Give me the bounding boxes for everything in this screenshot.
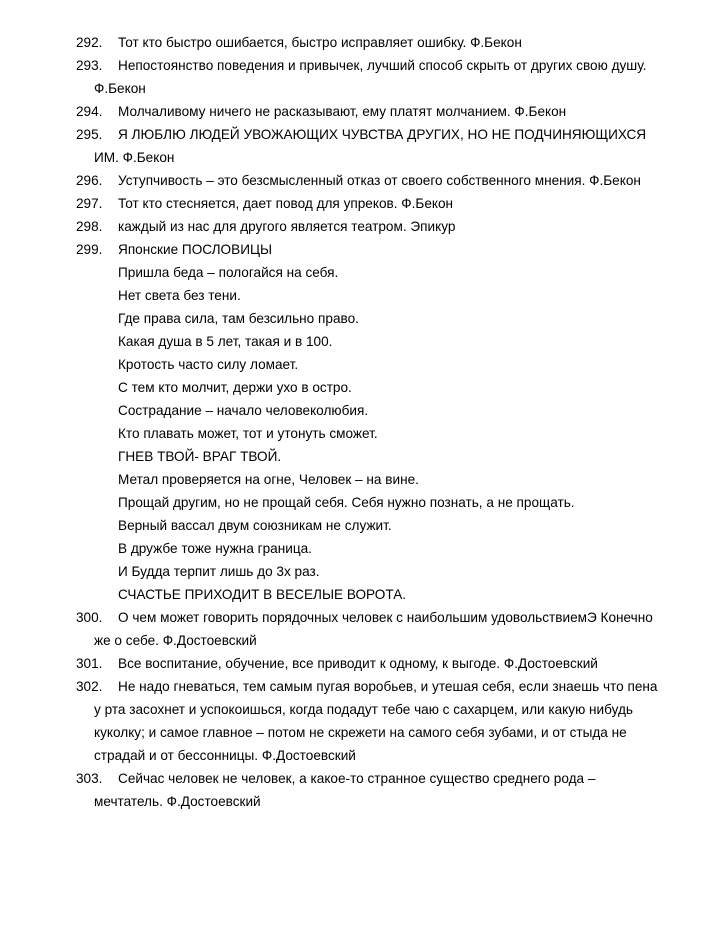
entry-text: Непостоянство поведения и привычек, лучший способ скрыть от других свою душу. [118, 58, 647, 73]
proverb-text: Метал проверяется на огне, Человек – на вине. [118, 472, 419, 487]
entry-text: Все воспитание, обучение, все приводит к одному, к выгоде. Ф.Достоевский [118, 656, 598, 671]
entry-number: 294. [76, 104, 103, 119]
proverb-text: Кротость часто силу ломает. [118, 357, 299, 372]
proverb-text: Где права сила, там безсильно право. [118, 311, 359, 326]
entry-number: 298. [76, 219, 103, 234]
proverb-text: Пришла беда – пологайся на себя. [118, 265, 339, 280]
entry-text: Я ЛЮБЛЮ ЛЮДЕЙ УВОЖАЮЩИХ ЧУВСТВА ДРУГИХ, НО НЕ ПОДЧИНЯЮЩИХСЯ [118, 127, 647, 142]
proverb-text: И Будда терпит лишь до 3х раз. [118, 564, 320, 579]
entry-number: 297. [76, 196, 103, 211]
proverb-text: СЧАСТЬЕ ПРИХОДИТ В ВЕСЕЛЫЕ ВОРОТА. [118, 587, 407, 602]
entry-text: куколку; и самое главное – потом не скрежети на самого себя зубами, и от стыда не [94, 725, 627, 740]
entry-number: 300. [76, 610, 103, 625]
entry-number: 293. [76, 58, 103, 73]
entry-number: 296. [76, 173, 103, 188]
entry-number: 303. [76, 771, 103, 786]
entry-text: Тот кто быстро ошибается, быстро исправляет ошибку. Ф.Бекон [118, 35, 522, 50]
entry-text: ИМ. Ф.Бекон [94, 150, 175, 165]
entry-text: у рта засохнет и успокоишься, когда подадут тебе чаю с сахарцем, или какую нибудь [94, 702, 633, 717]
entry-text: Тот кто стесняется, дает повод для упреков. Ф.Бекон [118, 196, 454, 211]
entry-text: О чем может говорить порядочных человек с наибольшим удовольствиемЭ Конечно [118, 610, 653, 625]
entry-text: Сейчас человек не человек, а какое-то странное существо среднего рода – [118, 771, 596, 786]
entry-number: 292. [76, 35, 103, 50]
entry-text: мечтатель. Ф.Достоевский [94, 794, 261, 809]
proverb-text: ГНЕВ ТВОЙ- ВРАГ ТВОЙ. [118, 449, 282, 464]
entry-number: 301. [76, 656, 103, 671]
proverb-text: В дружбе тоже нужна граница. [118, 541, 312, 556]
entry-text: Молчаливому ничего не расказывают, ему платят молчанием. Ф.Бекон [118, 104, 567, 119]
entry-text: Ф.Бекон [94, 81, 146, 96]
entry-text: же о себе. Ф.Достоевский [94, 633, 257, 648]
proverb-text: Нет света без тени. [118, 288, 241, 303]
proverb-text: Сострадание – начало человеколюбия. [118, 403, 369, 418]
entry-number: 295. [76, 127, 103, 142]
entry-text: каждый из нас для другого является театром. Эпикур [118, 219, 456, 234]
entry-text: Японские ПОСЛОВИЦЫ [118, 242, 273, 257]
entry-number: 299. [76, 242, 103, 257]
entry-text: страдай и от бессонницы. Ф.Достоевский [94, 748, 356, 763]
proverb-text: Верный вассал двум союзникам не служит. [118, 518, 392, 533]
entry-number: 302. [76, 679, 103, 694]
proverb-text: Какая душа в 5 лет, такая и в 100. [118, 334, 333, 349]
proverb-text: Прощай другим, но не прощай себя. Себя нужно познать, а не прощать. [118, 495, 575, 510]
entry-text: Уступчивость – это безсмысленный отказ от своего собственного мнения. Ф.Бекон [118, 173, 641, 188]
entry-text: Не надо гневаться, тем самым пугая воробьев, и утешая себя, если знаешь что пена [118, 679, 658, 694]
proverb-text: С тем кто молчит, держи ухо в остро. [118, 380, 352, 395]
proverb-text: Кто плавать может, тот и утонуть сможет. [118, 426, 378, 441]
